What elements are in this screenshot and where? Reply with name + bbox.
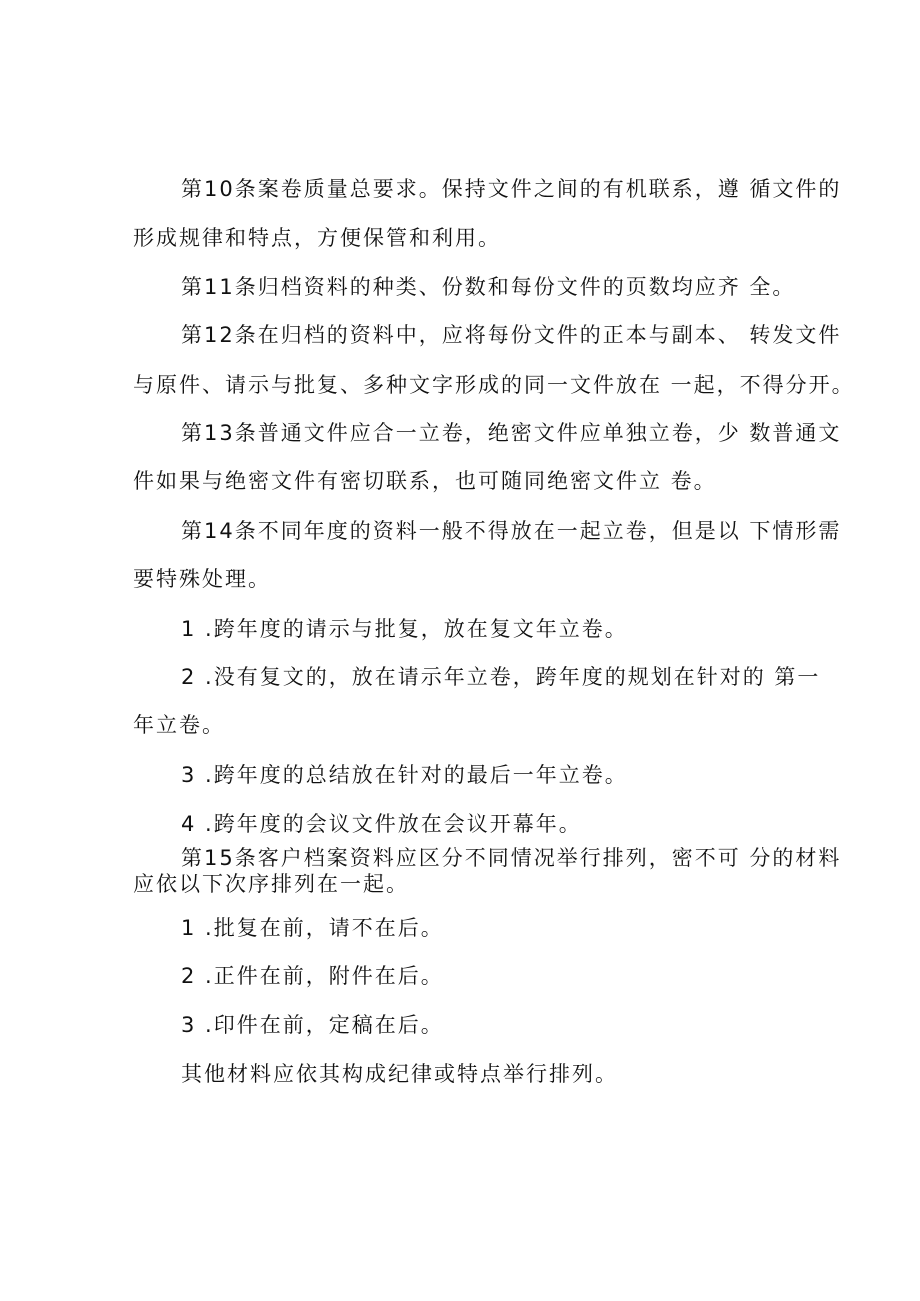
article-13-line-2: 件如果与绝密文件有密切联系，也可随同绝密文件立 卷。 [133,469,717,493]
article-11-line-1: 第11条归档资料的种类、份数和每份文件的页数均应齐 全。 [181,275,796,299]
article-14-line-1: 第14条不同年度的资料一般不得放在一起立卷，但是以 下情形需 [181,519,842,543]
article-15-line-1: 第15条客户档案资料应区分不同情况举行排列，密不可 分的材料 [181,846,842,870]
article-15-closing: 其他材料应依其构成纪律或特点举行排列。 [181,1062,618,1086]
article-12-line-1: 第12条在归档的资料中，应将每份文件的正本与副本、 转发文件 [181,323,842,347]
article-14-item-2: 2 .没有复文的，放在请示年立卷，跨年度的规划在针对的 第一 [181,665,821,689]
article-10-line-2: 形成规律和特点，方便保管和利用。 [133,226,501,250]
article-15-line-2: 应依以下次序排列在一起。 [133,872,409,896]
article-14-item-2-continuation: 年立卷。 [133,713,225,737]
article-12-line-2: 与原件、请示与批复、多种文字形成的同一文件放在 一起，不得分开。 [133,373,855,397]
article-13-line-1: 第13条普通文件应合一立卷，绝密文件应单独立卷，少 数普通文 [181,421,842,445]
article-14-item-3: 3 .跨年度的总结放在针对的最后一年立卷。 [181,763,628,787]
article-10-line-1: 第10条案卷质量总要求。保持文件之间的有机联系，遵 循文件的 [181,177,842,201]
article-15-item-2: 2 .正件在前，附件在后。 [181,964,444,988]
article-15-item-3: 3 .印件在前，定稿在后。 [181,1013,444,1037]
article-14-item-1: 1 .跨年度的请示与批复，放在复文年立卷。 [181,617,628,641]
article-14-line-2: 要特殊处理。 [133,567,271,591]
article-15-item-1: 1 .批复在前，请不在后。 [181,916,444,940]
article-14-item-4: 4 .跨年度的会议文件放在会议开幕年。 [181,812,582,836]
